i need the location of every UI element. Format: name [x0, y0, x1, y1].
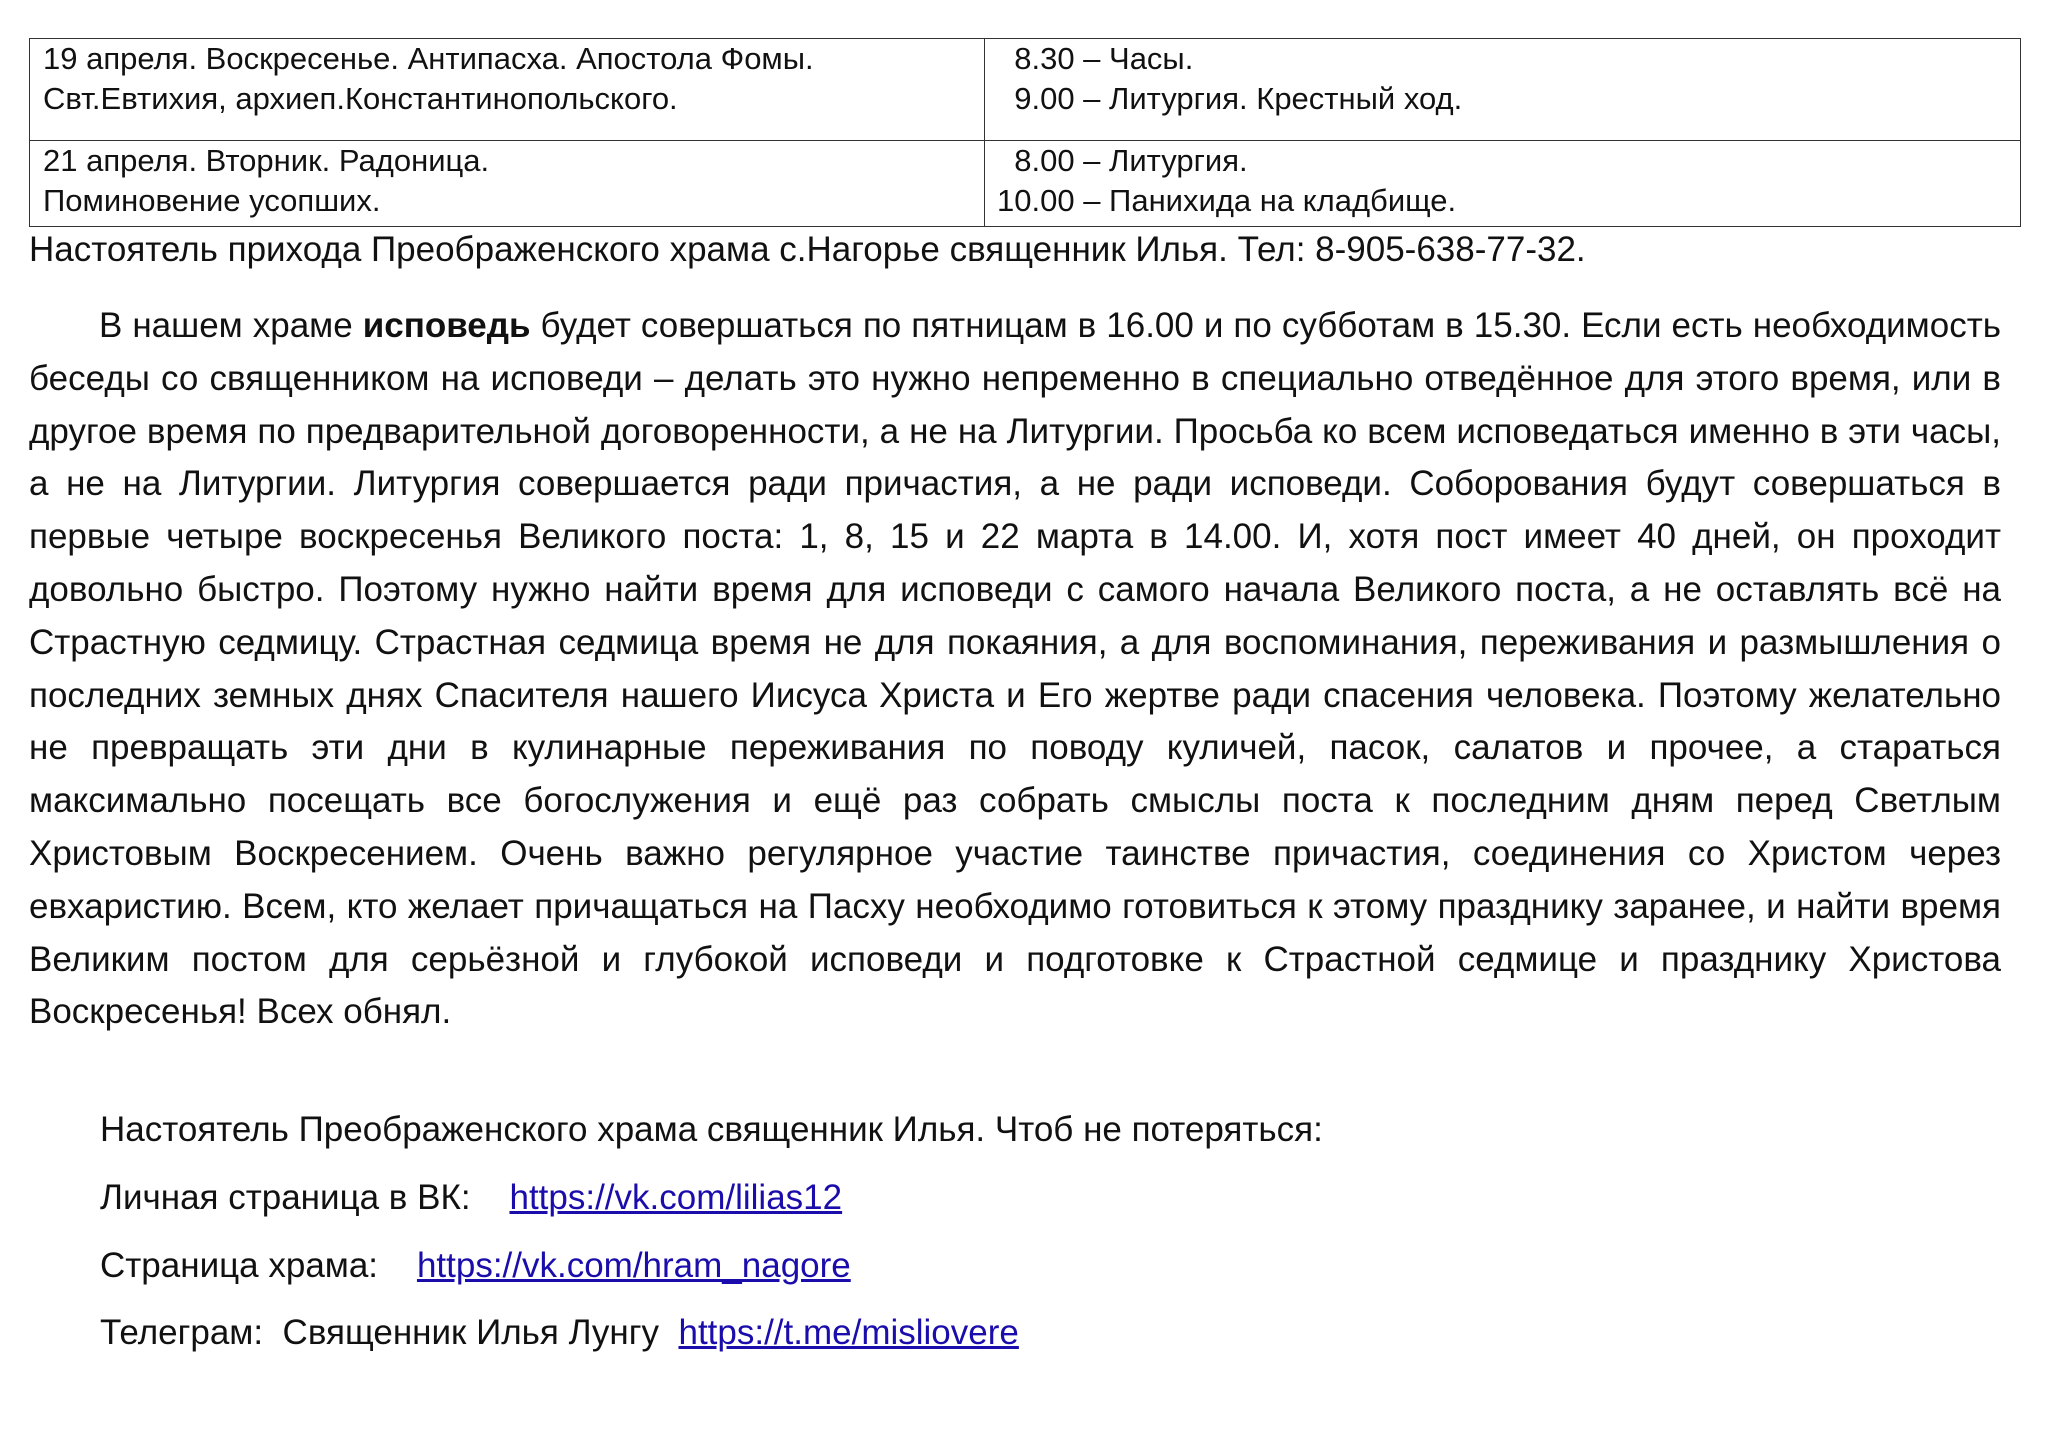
schedule-day-cell [30, 141, 985, 227]
schedule-day-line: Свт.Евтихия, архиеп.Константинопольского. [43, 81, 678, 116]
vk-church-row [100, 1244, 851, 1288]
schedule-day-line: Поминовение усопших. [43, 183, 381, 218]
signature-line: Настоятель Преображенского храма священник Илья. Чтоб не потеряться: [100, 1110, 1323, 1149]
vk-church-label: Страница храма: [100, 1246, 417, 1285]
telegram-label: Телеграм: Священник Илья Лунгу [100, 1313, 679, 1352]
vk-church-link[interactable]: https://vk.com/hram_nagore [416, 1246, 851, 1285]
confession-announcement [29, 300, 2001, 1039]
schedule-service-cell [985, 39, 2021, 141]
telegram-row [100, 1311, 1019, 1355]
vk-personal-row [100, 1176, 842, 1220]
telegram-link[interactable]: https://t.me/misliovere [678, 1313, 1019, 1352]
paragraph-intro: В нашем храме [99, 306, 363, 345]
schedule-day-line: 19 апреля. Воскресенье. Антипасха. Апостола Фомы. [43, 41, 814, 76]
schedule-service-cell [985, 141, 2021, 227]
paragraph-bold-word: исповедь [362, 306, 531, 345]
schedule-day-line: 21 апреля. Вторник. Радоница. [43, 143, 490, 178]
schedule-table [29, 38, 2021, 227]
rector-contact-line: Настоятель прихода Преображенского храма с.Нагорье священник Илья. Тел: 8-905-638-77-32. [29, 230, 1586, 269]
schedule-day-cell [30, 39, 985, 141]
schedule-row [30, 141, 2021, 227]
schedule-row [30, 39, 2021, 141]
schedule-service-line: 8.30 – Часы. [997, 41, 1194, 76]
schedule-service-line: 8.00 – Литургия. [997, 143, 1248, 178]
schedule-service-line: 10.00 – Панихида на кладбище. [997, 183, 1457, 218]
vk-personal-label: Личная страница в ВК: [100, 1178, 510, 1217]
paragraph-body: будет совершаться по пятницам в 16.00 и по субботам в 15.30. Если есть необходимость беседы со священником на исповеди – делать это нужно непременно в специально отведённое для этого время, или в другое время по предварительной договоренности, а не на Литургии. Просьба ко всем исповедаться именно в эти часы, а не на Литургии. Литургия совершается ради причастия, а не ради исповеди. Соборования будут совершаться в первые четыре воскресенья Великого поста: 1, 8, 15 и 22 марта в 14.00. И, хотя пост имеет 40 дней, он проходит довольно быстро. Поэтому нужно найти время для исповеди с самого начала Великого поста, а не оставлять всё на Страстную седмицу. Страстная седмица время не для покаяния, а для воспоминания, переживания и размышления о последних земных днях Спасителя нашего Иисуса Христа и Его жертве ради спасения человека. Поэтому желательно не превращать эти дни в кулинарные переживания по поводу куличей, пасок, салатов и прочее, а стараться максимально посещать все богослужения и ещё раз собрать смыслы поста к последним дням перед Светлым Христовым Воскресением. Очень важно регулярное участие таинстве причастия, соединения со Христом через евхаристию. Всем, кто желает причащаться на Пасху необходимо готовиться к этому празднику заранее, и найти время Великим постом для серьёзной и глубокой исповеди и подготовке к Страстной седмице и празднику Христова Воскресенья! Всех обнял. [29, 306, 2001, 1032]
vk-personal-link[interactable]: https://vk.com/lilias12 [509, 1178, 843, 1217]
schedule-service-line: 9.00 – Литургия. Крестный ход. [997, 81, 1463, 116]
